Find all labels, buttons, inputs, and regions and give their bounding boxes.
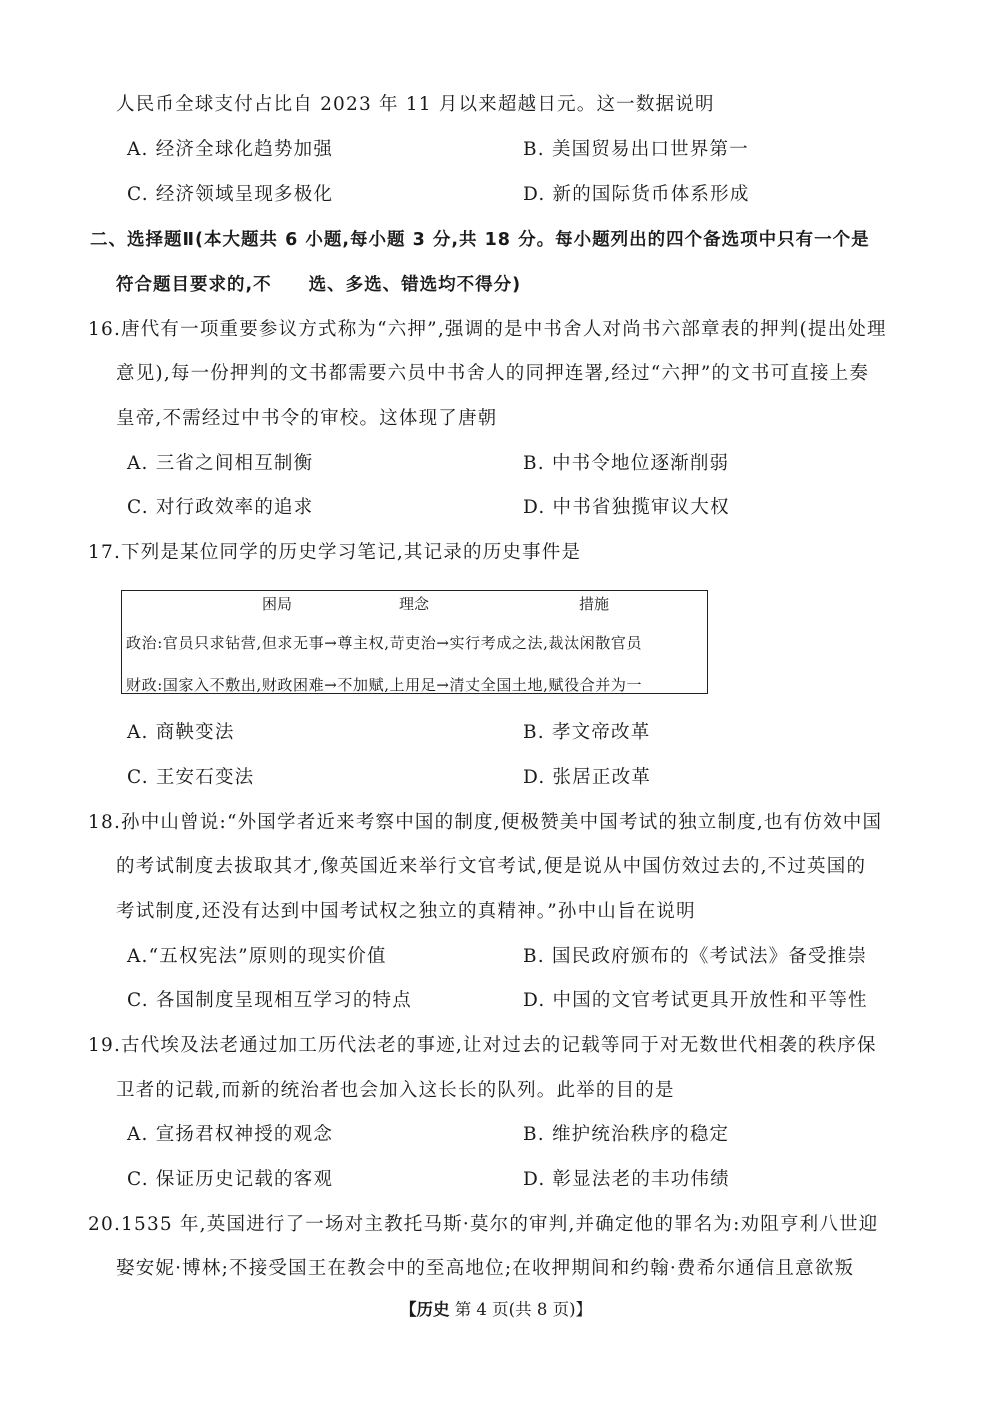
table-row-finance: 财政:国家入不敷出,财政困难→不加赋,上用足→清丈全国土地,赋役合并为一 — [126, 676, 643, 694]
q17-option-a[interactable]: A. 商鞅变法 — [127, 722, 235, 743]
q16-stem-line2: 意见),每一份押判的文书都需要六员中书舍人的同押连署,经过“六押”的文书可直接上奏 — [116, 363, 870, 384]
q19-option-a[interactable]: A. 宣扬君权神授的观念 — [127, 1124, 334, 1145]
q17-option-c[interactable]: C. 王安石变法 — [127, 767, 255, 788]
q15-option-a[interactable]: A. 经济全球化趋势加强 — [127, 139, 334, 160]
q17-option-d[interactable]: D. 张居正改革 — [523, 767, 652, 788]
study-notes-table — [121, 590, 708, 694]
q16-option-b[interactable]: B. 中书令地位逐渐削弱 — [523, 453, 730, 474]
q18-option-a[interactable]: A.“五权宪法”原则的现实价值 — [127, 946, 387, 967]
section2-heading-line1: 二、选择题Ⅱ(本大题共 6 小题,每小题 3 分,共 18 分。每小题列出的四个备选项中只有一个是 — [90, 230, 870, 250]
q18-stem-line2: 的考试制度去拔取其才,像英国近来举行文官考试,便是说从中国仿效过去的,不过英国的 — [116, 856, 867, 877]
q16-option-c[interactable]: C. 对行政效率的追求 — [127, 497, 314, 518]
page-footer — [0, 1296, 992, 1320]
table-header-measures: 措施 — [579, 595, 610, 613]
q16-option-d[interactable]: D. 中书省独揽审议大权 — [523, 497, 730, 518]
q20-stem-line2: 娶安妮·博林;不接受国王在教会中的至高地位;在收押期间和约翰·费希尔通信且意欲叛 — [116, 1258, 855, 1279]
q16-stem-line3: 皇帝,不需经过中书令的审校。这体现了唐朝 — [116, 408, 498, 429]
q18-option-d[interactable]: D. 中国的文官考试更具开放性和平等性 — [523, 990, 868, 1011]
q18-option-c[interactable]: C. 各国制度呈现相互学习的特点 — [127, 990, 412, 1011]
table-row-politics: 政治:官员只求钻营,但求无事→尊主权,苛吏治→实行考成之法,裁汰闲散官员 — [126, 634, 643, 652]
q18-stem-line3: 考试制度,还没有达到中国考试权之独立的真精神。”孙中山旨在说明 — [116, 901, 696, 922]
q15-option-c[interactable]: C. 经济领域呈现多极化 — [127, 184, 334, 205]
q15-stem-tail: 人民币全球支付占比自 2023 年 11 月以来超越日元。这一数据说明 — [116, 94, 715, 115]
q19-stem-line1: 19.古代埃及法老通过加工历代法老的事迹,让对过去的记载等同于对无数世代相袭的秩序保 — [88, 1035, 877, 1056]
q15-option-d[interactable]: D. 新的国际货币体系形成 — [523, 184, 750, 205]
q18-stem-line1: 18.孙中山曾说:“外国学者近来考察中国的制度,便极赞美中国考试的独立制度,也有仿效中国 — [88, 812, 883, 833]
q19-option-c[interactable]: C. 保证历史记载的客观 — [127, 1169, 334, 1190]
q20-stem-line1: 20.1535 年,英国进行了一场对主教托马斯·莫尔的审判,并确定他的罪名为:劝阻亨利八世迎 — [88, 1214, 879, 1235]
q16-stem-line1: 16.唐代有一项重要参议方式称为“六押”,强调的是中书舍人对尚书六部章表的押判(提出处理 — [88, 319, 887, 340]
table-header-concept: 理念 — [399, 595, 430, 613]
q17-option-b[interactable]: B. 孝文帝改革 — [523, 722, 651, 743]
q19-stem-line2: 卫者的记载,而新的统治者也会加入这长长的队列。此举的目的是 — [116, 1080, 675, 1101]
section2-heading-line2: 符合题目要求的,不 选、多选、错选均不得分) — [116, 275, 522, 295]
q18-option-b[interactable]: B. 国民政府颁布的《考试法》备受推崇 — [523, 946, 868, 967]
q16-option-a[interactable]: A. 三省之间相互制衡 — [127, 453, 314, 474]
footer-page-number: 第 4 页(共 8 页)】 — [454, 1300, 593, 1319]
q19-option-d[interactable]: D. 彰显法老的丰功伟绩 — [523, 1169, 730, 1190]
table-header-dilemma: 困局 — [262, 595, 293, 613]
footer-subject: 【历史 — [399, 1300, 450, 1319]
q15-option-b[interactable]: B. 美国贸易出口世界第一 — [523, 139, 749, 160]
q19-option-b[interactable]: B. 维护统治秩序的稳定 — [523, 1124, 730, 1145]
q17-stem: 17.下列是某位同学的历史学习笔记,其记录的历史事件是 — [88, 542, 582, 563]
